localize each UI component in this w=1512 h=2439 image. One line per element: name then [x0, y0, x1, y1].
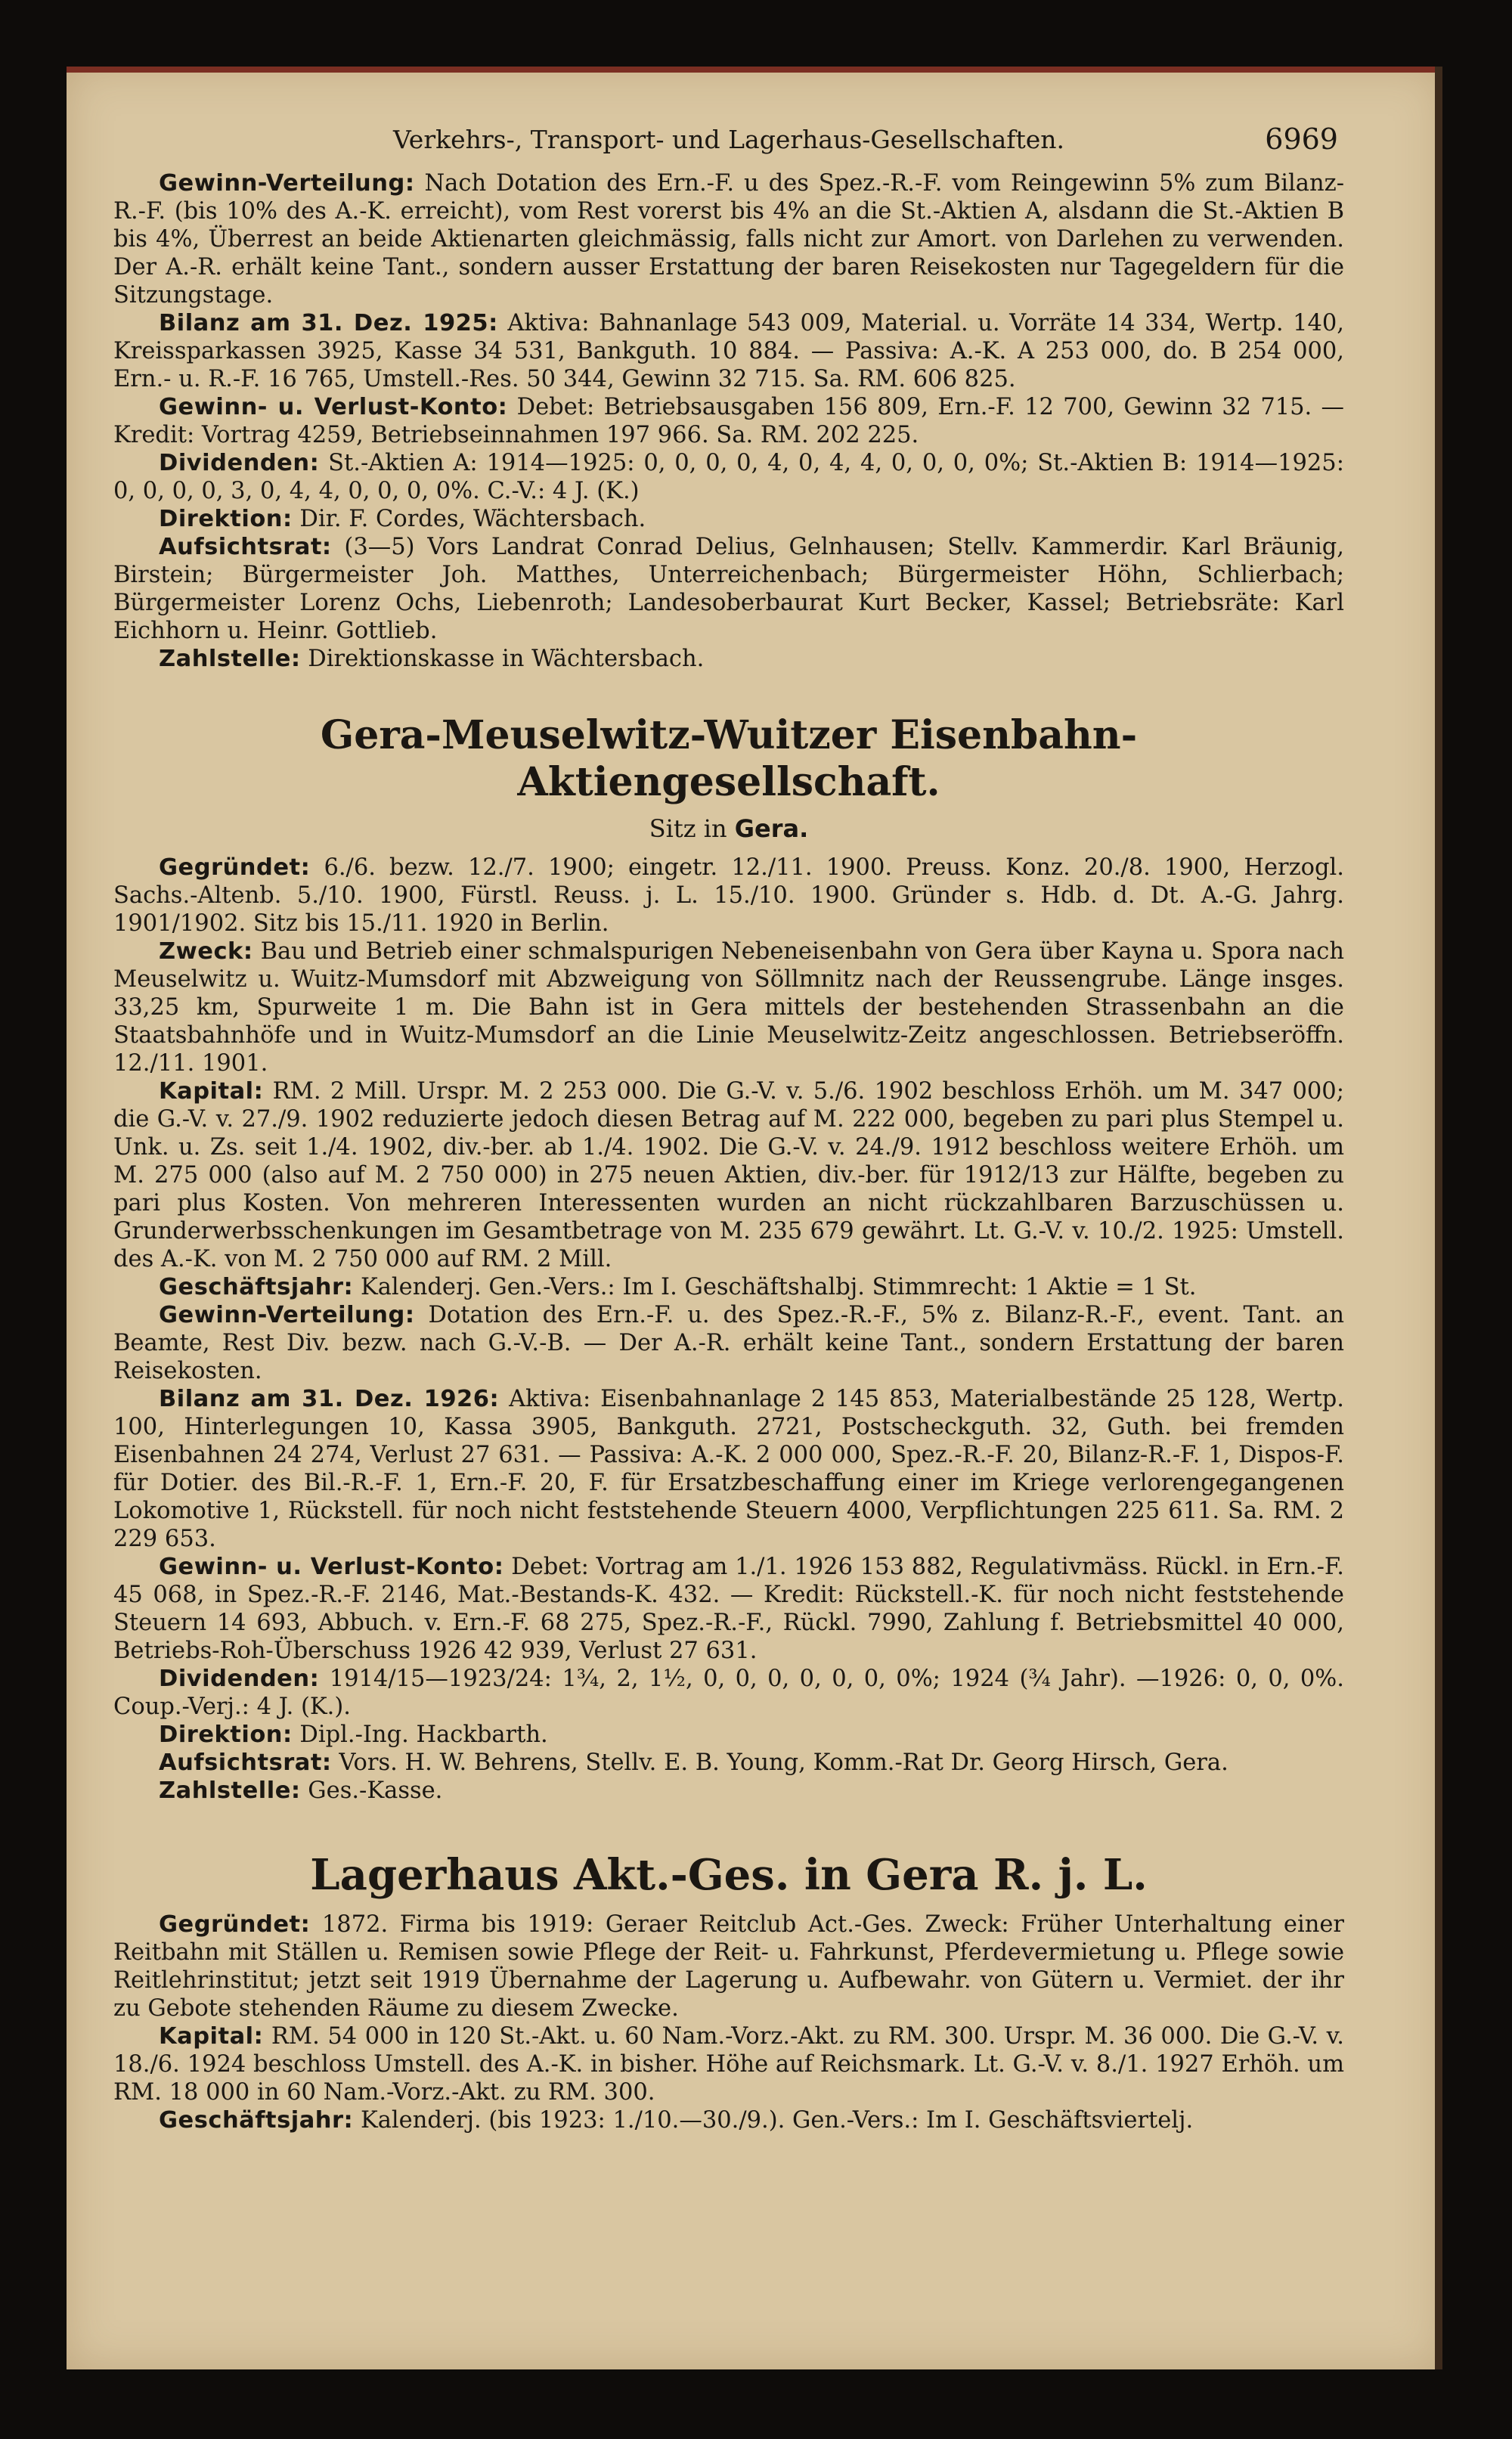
entry-label: Dividenden: [159, 450, 320, 476]
entry-label: Direktion: [159, 1722, 293, 1748]
entry-label: Gegründet: [159, 854, 311, 881]
entry-label: Dividenden: [159, 1666, 320, 1692]
entry-text: Bau und Betrieb einer schmalspurigen Nebeneisenbahn von Gera über Kayna u. Spora nach Meuselwitz u. Wuitz-Mumsdorf mit Abzweigung von Söllmnitz nach der Reussengrube. Länge insges. 33,25 km, Spurweite 1 m. Die Bahn ist in Gera mittels der bestehenden Strassenbahn an die Staatsbahnhöfe und in Wuitz-Mumsdorf an die Linie Meuselwitz-Zeitz angeschlossen. Betriebseröffn. 12./11. 1901. [113, 938, 1344, 1077]
company-title: Lagerhaus Akt.-Ges. in Gera R. j. L. [310, 1850, 1148, 1900]
entry-zahlstelle [113, 1777, 1344, 1805]
entry-text: Debet: Betriebsausgaben 156 809, Ern.-F. 12 700, Gewinn 32 715. — Kredit: Vortrag 4259, Betriebseinnahmen 197 966. Sa. RM. 202 225. [113, 394, 1344, 448]
entry-bilanz [113, 1385, 1344, 1553]
entry-aufsichtsrat [113, 533, 1344, 645]
entry-text: RM. 54 000 in 120 St.-Akt. u. 60 Nam.-Vorz.-Akt. zu RM. 300. Urspr. M. 36 000. Die G.-V. v. 18./6. 1924 beschloss Umstell. des A.-K. in bisher. Höhe auf Reichsmark. Lt. G.-V. v. 8./1. 1927 Erhöh. um RM. 18 000 in 60 Nam.-Vorz.-Akt. zu RM. 300. [113, 2023, 1344, 2106]
entry-geschaeftsjahr [113, 2106, 1344, 2134]
entry-label: Gewinn- u. Verlust-Konto: [159, 1554, 504, 1580]
section-lagerhaus-gera [113, 1852, 1344, 2134]
entry-text: Nach Dotation des Ern.-F. u des Spez.-R.-F. vom Reingewinn 5% zum Bilanz-R.-F. (bis 10% des A.-K. erreicht), vom Rest vorerst bis 4% an die St.-Aktien A, alsdann die St.-Aktien B bis 4%, Überrest an beide Aktienarten gleichmässig, falls nicht zur Amort. von Darlehen zu verwenden. Der A.-R. erhält keine Tant., sondern ausser Erstattung der baren Reisekosten nur Tagegeldern für die Sitzungstage. [113, 170, 1344, 308]
entry-label: Direktion: [159, 506, 293, 532]
entry-text: Dir. F. Cordes, Wächtersbach. [299, 506, 646, 532]
entry-label: Gewinn-Verteilung: [159, 170, 415, 197]
entry-gewinn-verteilung [113, 1301, 1344, 1385]
entry-direktion [113, 1721, 1344, 1749]
company-title: Gera-Meuselwitz-Wuitzer Eisenbahn-Aktiengesellschaft. [320, 712, 1138, 805]
seat-prefix: Sitz in [649, 814, 727, 843]
entry-text: Debet: Vortrag am 1./1. 1926 153 882, Regulativmäss. Rückl. in Ern.-F. 45 068, in Spez.-R.-F. 2146, Mat.-Bestands-K. 432. — Kredit: Rückstell.-K. für noch nicht feststehende Steuern 14 693, Abbuch. v. Ern.-F. 68 275, Spez.-R.-F., Rückl. 7990, Zahlung f. Betriebsmittel 40 000, Betriebs-Roh-Überschuss 1926 42 939, Verlust 27 631. [113, 1554, 1344, 1664]
entry-label: Kapital: [159, 1078, 264, 1105]
entry-label: Zahlstelle: [159, 646, 301, 672]
entry-bilanz [113, 309, 1344, 393]
scan-edge-right [1435, 67, 1442, 2369]
entry-label: Gewinn- u. Verlust-Konto: [159, 394, 508, 420]
entry-label: Geschäftsjahr: [159, 1274, 354, 1300]
entry-label: Zweck: [159, 938, 253, 965]
page-content [113, 126, 1344, 2333]
entry-text: 6./6. bezw. 12./7. 1900; eingetr. 12./11. 1900. Preuss. Konz. 20./8. 1900, Herzogl. Sachs.-Altenb. 5./10. 1900, Fürstl. Reuss. j. L. 15./10. 1900. Gründer s. Hdb. d. Dt. A.-G. Jahrg. 1901/1902. Sitz bis 15./11. 1920 in Berlin. [113, 854, 1344, 937]
entry-label: Aufsichtsrat: [159, 1749, 332, 1776]
scan-edge-top [67, 67, 1442, 73]
section-previous-company [113, 169, 1344, 673]
seat-city: Gera. [734, 814, 809, 843]
entry-gegruendet [113, 1911, 1344, 2022]
entry-kapital [113, 1077, 1344, 1273]
entry-dividenden [113, 449, 1344, 505]
entry-gewinn-verteilung [113, 169, 1344, 309]
entry-label: Gegründet: [159, 1911, 311, 1938]
entry-label: Gewinn-Verteilung: [159, 1302, 415, 1328]
entry-text: (3—5) Vors Landrat Conrad Delius, Gelnhausen; Stellv. Kammerdir. Karl Bräunig, Birstein; Bürgermeister Joh. Matthes, Unterreichenbach; Bürgermeister Höhn, Schlierbach; Bürgermeister Lorenz Ochs, Liebenroth; Landesoberbaurat Kurt Becker, Kassel; Betriebsräte: Karl Eichhorn u. Heinr. Gottlieb. [113, 534, 1344, 644]
entry-text: Vors. H. W. Behrens, Stellv. E. B. Young, Komm.-Rat Dr. Georg Hirsch, Gera. [339, 1749, 1228, 1776]
entry-text: Aktiva: Bahnanlage 543 009, Material. u. Vorräte 14 334, Wertp. 140, Kreissparkassen 3925, Kasse 34 531, Bankguth. 10 884. — Passiva: A.-K. A 253 000, do. B 254 000, Ern.- u. R.-F. 16 765, Umstell.-Res. 50 344, Gewinn 32 715. Sa. RM. 606 825. [113, 310, 1344, 392]
entry-label: Bilanz am 31. Dez. 1926: [159, 1386, 500, 1412]
entry-zahlstelle [113, 645, 1344, 673]
document-page [67, 67, 1442, 2369]
entry-label: Geschäftsjahr: [159, 2107, 354, 2134]
entry-text: Direktionskasse in Wächtersbach. [308, 646, 705, 672]
entry-text: Dotation des Ern.-F. u. des Spez.-R.-F., 5% z. Bilanz-R.-F., event. Tant. an Beamte, Rest Div. bezw. nach G.-V.-B. — Der A.-R. erhält keine Tant., sondern Erstattung der baren Reisekosten. [113, 1302, 1344, 1384]
entry-gegruendet [113, 854, 1344, 937]
entry-kapital [113, 2022, 1344, 2106]
entry-text: Aktiva: Eisenbahnanlage 2 145 853, Materialbestände 25 128, Wertp. 100, Hinterlegungen 10, Kassa 3905, Bankguth. 2721, Postscheckguth. 32, Guth. bei fremden Eisenbahnen 24 274, Verlust 27 631. — Passiva: A.-K. 2 000 000, Spez.-R.-F. 20, Bilanz-R.-F. 1, Dispos-F. für Dotier. des Bil.-R.-F. 1, Ern.-F. 20, F. für Ersatzbeschaffung einer im Kriege verlorengegangenen Lokomotive 1, Rückstell. für noch nicht feststehende Steuern 4000, Verpflichtungen 225 611. Sa. RM. 2 229 653. [113, 1386, 1344, 1552]
entry-text: Kalenderj. Gen.-Vers.: Im I. Geschäftshalbj. Stimmrecht: 1 Aktie = 1 St. [360, 1274, 1197, 1300]
entry-dividenden [113, 1665, 1344, 1721]
entry-text: Ges.-Kasse. [308, 1777, 443, 1804]
entry-text: Dipl.-Ing. Hackbarth. [299, 1722, 548, 1748]
entry-text: 1872. Firma bis 1919: Geraer Reitclub Act.-Ges. Zweck: Früher Unterhaltung einer Reitbahn mit Ställen u. Remisen sowie Pflege der Reit- u. Fahrkunst, Pferdevermietung u. Pflege sowie Reitlehrinstitut; jetzt seit 1919 Übernahme der Lagerung u. Aufbewahr. von Gütern u. Vermiet. der ihr zu Gebote stehenden Räume zu diesem Zwecke. [113, 1911, 1344, 2022]
entry-aufsichtsrat [113, 1749, 1344, 1777]
entry-label: Kapital: [159, 2023, 264, 2050]
running-header [113, 126, 1344, 169]
entry-text: St.-Aktien A: 1914—1925: 0, 0, 0, 0, 4, 0, 4, 4, 0, 0, 0, 0%; St.-Aktien B: 1914—1925: 0, 0, 0, 0, 3, 0, 4, 4, 0, 0, 0, 0%. C.-V.: 4 J. (K.) [113, 450, 1344, 504]
entry-zweck [113, 937, 1344, 1077]
entry-text: 1914/15—1923/24: 1¾, 2, 1½, 0, 0, 0, 0, 0, 0, 0%; 1924 (¾ Jahr). —1926: 0, 0, 0%. Coup.-Verj.: 4 J. (K.). [113, 1666, 1344, 1720]
page-number: 6969 [1265, 126, 1338, 156]
entry-gewinn-verlust [113, 393, 1344, 449]
entry-geschaeftsjahr [113, 1273, 1344, 1301]
entry-text: Kalenderj. (bis 1923: 1./10.—30./9.). Gen.-Vers.: Im I. Geschäftsviertelj. [360, 2107, 1194, 2134]
entry-label: Bilanz am 31. Dez. 1925: [159, 310, 498, 336]
running-title: Verkehrs-, Transport- und Lagerhaus-Gesellschaften. [392, 126, 1064, 154]
company-seat [113, 815, 1344, 843]
entry-label: Aufsichtsrat: [159, 534, 332, 560]
entry-direktion [113, 505, 1344, 533]
entry-text: RM. 2 Mill. Urspr. M. 2 253 000. Die G.-V. v. 5./6. 1902 beschloss Erhöh. um M. 347 000; die G.-V. v. 27./9. 1902 reduzierte jedoch diesen Betrag auf M. 222 000, begeben zu pari plus Stempel u. Unk. u. Zs. seit 1./4. 1902, div.-ber. ab 1./4. 1902. Die G.-V. v. 24./9. 1912 beschloss weitere Erhöh. um M. 275 000 (also auf M. 2 750 000) in 275 neuen Aktien, div.-ber. für 1912/13 zur Hälfte, begeben zu pari plus Kosten. Von mehreren Interessenten wurden an nicht rückzahlbaren Barzuschüssen u. Grunderwerbsschenkungen im Gesamtbetrage von M. 235 679 gewährt. Lt. G.-V. v. 10./2. 1925: Umstell. des A.-K. von M. 2 750 000 auf RM. 2 Mill. [113, 1078, 1344, 1272]
entry-gewinn-verlust [113, 1553, 1344, 1665]
entry-label: Zahlstelle: [159, 1777, 301, 1804]
section-gera-meuselwitz [113, 712, 1344, 1805]
